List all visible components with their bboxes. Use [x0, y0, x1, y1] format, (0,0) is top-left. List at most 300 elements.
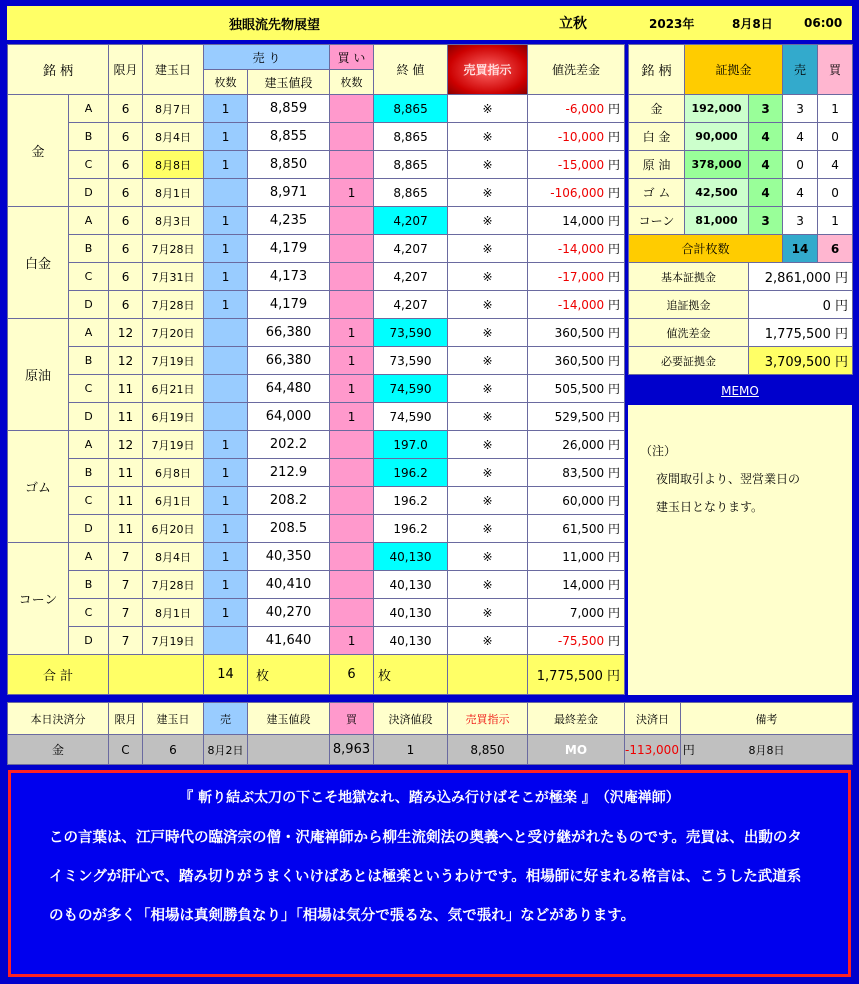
- time-label: 06:00: [804, 16, 843, 30]
- signal-mark: ※: [448, 291, 528, 319]
- valuation-diff: -15,000 円: [528, 151, 625, 179]
- close-price: 196.2: [374, 487, 448, 515]
- table-row: [8, 263, 625, 291]
- price-header: 建玉値段: [248, 70, 330, 95]
- buy-qty: [330, 151, 374, 179]
- settle-sell: [248, 735, 330, 765]
- entry-price: 4,179: [248, 235, 330, 263]
- contract-letter: C: [69, 599, 109, 627]
- entry-price: 208.5: [248, 515, 330, 543]
- valuation-diff: 7,000 円: [528, 599, 625, 627]
- buy-qty: 1: [330, 319, 374, 347]
- close-price: 74,590: [374, 403, 448, 431]
- entry-price: 66,380: [248, 347, 330, 375]
- close-price: 4,207: [374, 235, 448, 263]
- sell-qty: 1: [204, 123, 248, 151]
- buy-qty: 1: [330, 403, 374, 431]
- margin-sell-header: 売: [783, 45, 818, 95]
- contract-month: 11: [109, 375, 143, 403]
- margin-amount: 378,000: [685, 151, 749, 179]
- diff-header: 値洗差金: [528, 45, 625, 95]
- margin-amount: 81,000: [685, 207, 749, 235]
- entry-price: 8,971: [248, 179, 330, 207]
- total-sell-unit: 枚: [248, 655, 330, 695]
- buy-qty: [330, 571, 374, 599]
- entry-price: 41,640: [248, 627, 330, 655]
- entry-date: 8月7日: [143, 95, 204, 123]
- date-header: 建玉日: [143, 45, 204, 95]
- valuation-diff: 60,000 円: [528, 487, 625, 515]
- entry-date: 8月3日: [143, 207, 204, 235]
- quote-title: 『 斬り結ぶ太刀の下こそ地獄なれ、踏み込み行けばそこが極楽 』 （沢庵禅師）: [179, 790, 680, 806]
- settle-header: 決済日: [625, 703, 681, 735]
- sell-qty: 1: [204, 95, 248, 123]
- sell-qty: 1: [204, 235, 248, 263]
- signal-mark: ※: [448, 403, 528, 431]
- buy-qty-header: 枚数: [330, 70, 374, 95]
- contract-month: 12: [109, 347, 143, 375]
- total-sell-qty: 14: [204, 655, 248, 695]
- table-row: [8, 487, 625, 515]
- valuation-diff: -17,000 円: [528, 263, 625, 291]
- close-price: 40,130: [374, 571, 448, 599]
- buy-qty: 1: [330, 627, 374, 655]
- signal-header: 売買指示: [448, 45, 528, 95]
- table-row: [8, 599, 625, 627]
- margin-amount: 42,500: [685, 179, 749, 207]
- valuation-diff: 83,500 円: [528, 459, 625, 487]
- table-row: [8, 291, 625, 319]
- entry-price: 40,270: [248, 599, 330, 627]
- buy-qty: [330, 515, 374, 543]
- signal-mark: ※: [448, 319, 528, 347]
- sell-qty: [204, 347, 248, 375]
- page-title: 独眼流先物展望: [229, 17, 321, 33]
- margin-brand: 白 金: [629, 123, 685, 151]
- memo-note-line: 夜間取引より、翌営業日の: [656, 472, 801, 486]
- table-row: [8, 375, 625, 403]
- margin-buy: 1: [818, 95, 853, 123]
- valuation-diff: 26,000 円: [528, 431, 625, 459]
- entry-price: 40,350: [248, 543, 330, 571]
- summary-row: [629, 319, 853, 347]
- summary-value: 1,775,500 円: [749, 319, 853, 347]
- table-row: [8, 459, 625, 487]
- settle-header: 売買指示: [448, 703, 528, 735]
- margin-sell: 0: [783, 151, 818, 179]
- valuation-diff: -75,500 円: [528, 627, 625, 655]
- buy-qty: [330, 599, 374, 627]
- valuation-diff: 360,500 円: [528, 319, 625, 347]
- margin-amount: 192,000: [685, 95, 749, 123]
- margin-table: [628, 44, 853, 375]
- sell-qty: 1: [204, 291, 248, 319]
- close-price: 8,865: [374, 151, 448, 179]
- settle-signal: MO: [528, 735, 625, 765]
- valuation-diff: 529,500 円: [528, 403, 625, 431]
- margin-sell: 4: [783, 123, 818, 151]
- summary-row: [629, 291, 853, 319]
- table-row: [8, 347, 625, 375]
- close-price: 4,207: [374, 291, 448, 319]
- summary-row: [629, 347, 853, 375]
- contract-letter: D: [69, 291, 109, 319]
- signal-mark: ※: [448, 179, 528, 207]
- buy-header: 買 い: [330, 45, 374, 70]
- commodity-name: 金: [8, 95, 69, 207]
- close-price: 40,130: [374, 599, 448, 627]
- margin-units: 3: [749, 95, 783, 123]
- settle-close-price: 8,850: [448, 735, 528, 765]
- buy-qty: [330, 543, 374, 571]
- memo-note-title: （注）: [640, 444, 677, 458]
- contract-month: 6: [109, 179, 143, 207]
- summary-label: 必要証拠金: [629, 347, 749, 375]
- summary-value: 3,709,500 円: [749, 347, 853, 375]
- quote-panel: [8, 770, 851, 977]
- signal-mark: ※: [448, 599, 528, 627]
- valuation-diff: 11,000 円: [528, 543, 625, 571]
- close-price: 8,865: [374, 123, 448, 151]
- contract-letter: A: [69, 95, 109, 123]
- contract-letter: C: [69, 151, 109, 179]
- signal-mark: ※: [448, 375, 528, 403]
- settle-header: 買: [330, 703, 374, 735]
- contract-letter: D: [69, 515, 109, 543]
- sell-qty: 1: [204, 207, 248, 235]
- contract-month: 12: [109, 319, 143, 347]
- memo-link[interactable]: MEMO: [721, 384, 759, 398]
- buy-qty: 1: [330, 375, 374, 403]
- valuation-diff: -106,000 円: [528, 179, 625, 207]
- contract-month: 6: [109, 235, 143, 263]
- margin-buy-header: 買: [818, 45, 853, 95]
- contract-letter: B: [69, 347, 109, 375]
- entry-date: 8月4日: [143, 123, 204, 151]
- contract-letter: B: [69, 459, 109, 487]
- settle-header: 建玉日: [143, 703, 204, 735]
- signal-mark: ※: [448, 95, 528, 123]
- buy-qty: [330, 459, 374, 487]
- margin-row: [629, 123, 853, 151]
- settle-buy: 1: [374, 735, 448, 765]
- settle-final-diff: -113,000 円: [625, 735, 681, 765]
- close-price: 196.2: [374, 515, 448, 543]
- valuation-diff: -14,000 円: [528, 291, 625, 319]
- contract-month: 6: [109, 291, 143, 319]
- entry-price: 8,855: [248, 123, 330, 151]
- signal-mark: ※: [448, 151, 528, 179]
- total-buy-unit: 枚: [374, 655, 448, 695]
- table-row: [8, 235, 625, 263]
- margin-buy: 0: [818, 179, 853, 207]
- sell-qty: 1: [204, 515, 248, 543]
- contract-month: 7: [109, 543, 143, 571]
- contract-month: 6: [109, 207, 143, 235]
- margin-sell: 3: [783, 207, 818, 235]
- margin-deposit-header: 証拠金: [685, 45, 783, 95]
- settle-header: 限月: [109, 703, 143, 735]
- margin-units: 4: [749, 123, 783, 151]
- contract-letter: A: [69, 431, 109, 459]
- close-price: 8,865: [374, 179, 448, 207]
- entry-date: 8月8日: [143, 151, 204, 179]
- valuation-diff: 14,000 円: [528, 207, 625, 235]
- table-row: [8, 207, 625, 235]
- entry-price: 8,859: [248, 95, 330, 123]
- settlement-table: [7, 702, 853, 765]
- close-price: 40,130: [374, 627, 448, 655]
- commodity-name: 原油: [8, 319, 69, 431]
- memo-panel: [628, 405, 852, 695]
- close-header: 終 値: [374, 45, 448, 95]
- settle-header: 備考: [681, 703, 853, 735]
- contract-letter: D: [69, 179, 109, 207]
- entry-date: 8月1日: [143, 179, 204, 207]
- sell-qty: 1: [204, 543, 248, 571]
- season-label: 立秋: [559, 16, 587, 32]
- summary-value: 2,861,000 円: [749, 263, 853, 291]
- sell-qty: 1: [204, 599, 248, 627]
- date-label: 8月8日: [732, 16, 773, 31]
- entry-date: 6月1日: [143, 487, 204, 515]
- sell-qty: [204, 179, 248, 207]
- contract-letter: D: [69, 627, 109, 655]
- entry-price: 40,410: [248, 571, 330, 599]
- signal-mark: ※: [448, 571, 528, 599]
- commodity-name: 白金: [8, 207, 69, 319]
- margin-sell: 3: [783, 95, 818, 123]
- settle-kind: C: [109, 735, 143, 765]
- entry-date: 7月19日: [143, 347, 204, 375]
- sell-qty: 1: [204, 459, 248, 487]
- contract-month: 11: [109, 403, 143, 431]
- signal-mark: ※: [448, 431, 528, 459]
- close-price: 74,590: [374, 375, 448, 403]
- entry-price: 8,850: [248, 151, 330, 179]
- buy-qty: [330, 95, 374, 123]
- contract-letter: A: [69, 207, 109, 235]
- contract-letter: D: [69, 403, 109, 431]
- contract-month: 12: [109, 431, 143, 459]
- entry-price: 4,173: [248, 263, 330, 291]
- total-diff: 1,775,500 円: [528, 655, 625, 695]
- table-row: [8, 403, 625, 431]
- table-row: [8, 431, 625, 459]
- margin-units: 4: [749, 151, 783, 179]
- margin-row: [629, 95, 853, 123]
- entry-date: 7月28日: [143, 235, 204, 263]
- buy-qty: [330, 487, 374, 515]
- valuation-diff: -10,000 円: [528, 123, 625, 151]
- table-row: [8, 179, 625, 207]
- close-price: 4,207: [374, 263, 448, 291]
- signal-mark: ※: [448, 459, 528, 487]
- valuation-diff: 505,500 円: [528, 375, 625, 403]
- buy-qty: 1: [330, 347, 374, 375]
- sell-qty: 1: [204, 571, 248, 599]
- signal-mark: ※: [448, 515, 528, 543]
- summary-label: 追証拠金: [629, 291, 749, 319]
- entry-price: 4,179: [248, 291, 330, 319]
- entry-date: 6月20日: [143, 515, 204, 543]
- table-row: [8, 571, 625, 599]
- close-price: 73,590: [374, 347, 448, 375]
- summary-value: 0 円: [749, 291, 853, 319]
- settle-closing-date: 8月8日: [681, 735, 853, 765]
- contract-letter: C: [69, 487, 109, 515]
- sell-qty: 1: [204, 431, 248, 459]
- buy-qty: [330, 235, 374, 263]
- contract-letter: B: [69, 235, 109, 263]
- contract-letter: A: [69, 543, 109, 571]
- signal-mark: ※: [448, 207, 528, 235]
- positions-table: [7, 44, 625, 695]
- sell-qty: [204, 627, 248, 655]
- contract-letter: A: [69, 319, 109, 347]
- close-price: 73,590: [374, 319, 448, 347]
- contract-letter: C: [69, 263, 109, 291]
- summary-label: 基本証拠金: [629, 263, 749, 291]
- entry-date: 7月20日: [143, 319, 204, 347]
- sell-qty: 1: [204, 151, 248, 179]
- header-bar: [7, 6, 852, 40]
- valuation-diff: -14,000 円: [528, 235, 625, 263]
- margin-brand-header: 銘 柄: [629, 45, 685, 95]
- sell-qty: [204, 375, 248, 403]
- settle-header: 建玉値段: [248, 703, 330, 735]
- signal-mark: ※: [448, 627, 528, 655]
- entry-price: 66,380: [248, 319, 330, 347]
- total-buy-qty: 6: [330, 655, 374, 695]
- buy-qty: [330, 123, 374, 151]
- settle-header: 本日決済分: [8, 703, 109, 735]
- close-price: 197.0: [374, 431, 448, 459]
- buy-qty: [330, 263, 374, 291]
- entry-price: 4,235: [248, 207, 330, 235]
- month-header: 限月: [109, 45, 143, 95]
- entry-date: 7月19日: [143, 627, 204, 655]
- contract-month: 7: [109, 599, 143, 627]
- memo-note-line: 建玉日となります。: [656, 500, 764, 514]
- valuation-diff: 61,500 円: [528, 515, 625, 543]
- close-price: 8,865: [374, 95, 448, 123]
- contract-letter: B: [69, 123, 109, 151]
- contract-month: 7: [109, 627, 143, 655]
- sell-header: 売 り: [204, 45, 330, 70]
- valuation-diff: 360,500 円: [528, 347, 625, 375]
- quote-body: この言葉は、江戸時代の臨済宗の僧・沢庵禅師から柳生流剣法の奥義へと受け継がれたものです。売買は、出動のタイミングが肝心で、踏み切りがうまくいけばあとは極楽というわけです。相場師に好まれる格言は、こうした武道系のものが多く「相場は真剣勝負なり」「相場は気分で張るな、気で張れ」などがあります。: [49, 830, 802, 924]
- close-price: 40,130: [374, 543, 448, 571]
- contract-month: 6: [109, 95, 143, 123]
- buy-qty: [330, 291, 374, 319]
- margin-buy: 4: [818, 151, 853, 179]
- buy-qty: [330, 431, 374, 459]
- table-row: [8, 151, 625, 179]
- sell-qty: 1: [204, 487, 248, 515]
- count-sell: 14: [783, 235, 818, 263]
- table-row: [8, 319, 625, 347]
- settle-price: 8,963: [330, 735, 374, 765]
- signal-mark: ※: [448, 263, 528, 291]
- sell-qty-header: 枚数: [204, 70, 248, 95]
- table-row: [8, 627, 625, 655]
- count-label: 合計枚数: [629, 235, 783, 263]
- contract-month: 6: [109, 263, 143, 291]
- signal-mark: ※: [448, 487, 528, 515]
- entry-date: 6月8日: [143, 459, 204, 487]
- margin-brand: コーン: [629, 207, 685, 235]
- buy-qty: [330, 207, 374, 235]
- contract-month: 6: [109, 151, 143, 179]
- year-label: 2023年: [649, 16, 695, 31]
- entry-price: 64,480: [248, 375, 330, 403]
- settle-brand: 金: [8, 735, 109, 765]
- margin-units: 3: [749, 207, 783, 235]
- brand-header: 銘 柄: [8, 45, 109, 95]
- commodity-name: コーン: [8, 543, 69, 655]
- entry-date: 7月31日: [143, 263, 204, 291]
- settle-header: 最終差金: [528, 703, 625, 735]
- entry-date: 7月28日: [143, 291, 204, 319]
- table-row: [8, 543, 625, 571]
- entry-price: 202.2: [248, 431, 330, 459]
- settle-date: 8月2日: [204, 735, 248, 765]
- contract-month: 11: [109, 515, 143, 543]
- margin-row: [629, 179, 853, 207]
- entry-date: 7月28日: [143, 571, 204, 599]
- margin-brand: ゴ ム: [629, 179, 685, 207]
- contract-month: 11: [109, 487, 143, 515]
- entry-date: 8月4日: [143, 543, 204, 571]
- total-label: 合 計: [8, 655, 109, 695]
- summary-label: 値洗差金: [629, 319, 749, 347]
- valuation-diff: -6,000 円: [528, 95, 625, 123]
- table-row: [8, 95, 625, 123]
- margin-brand: 原 油: [629, 151, 685, 179]
- contract-month: 6: [109, 123, 143, 151]
- margin-units: 4: [749, 179, 783, 207]
- sell-qty: 1: [204, 263, 248, 291]
- commodity-name: ゴム: [8, 431, 69, 543]
- signal-mark: ※: [448, 347, 528, 375]
- settle-header: 売: [204, 703, 248, 735]
- valuation-diff: 14,000 円: [528, 571, 625, 599]
- entry-date: 6月19日: [143, 403, 204, 431]
- settle-month: 6: [143, 735, 204, 765]
- margin-row: [629, 207, 853, 235]
- entry-price: 208.2: [248, 487, 330, 515]
- margin-row: [629, 151, 853, 179]
- table-row: [8, 515, 625, 543]
- contract-month: 7: [109, 571, 143, 599]
- entry-date: 6月21日: [143, 375, 204, 403]
- margin-sell: 4: [783, 179, 818, 207]
- summary-row: [629, 263, 853, 291]
- margin-brand: 金: [629, 95, 685, 123]
- margin-amount: 90,000: [685, 123, 749, 151]
- table-row: [8, 123, 625, 151]
- buy-qty: 1: [330, 179, 374, 207]
- margin-buy: 0: [818, 123, 853, 151]
- entry-price: 64,000: [248, 403, 330, 431]
- entry-date: 7月19日: [143, 431, 204, 459]
- margin-buy: 1: [818, 207, 853, 235]
- contract-month: 11: [109, 459, 143, 487]
- count-buy: 6: [818, 235, 853, 263]
- signal-mark: ※: [448, 123, 528, 151]
- entry-date: 8月1日: [143, 599, 204, 627]
